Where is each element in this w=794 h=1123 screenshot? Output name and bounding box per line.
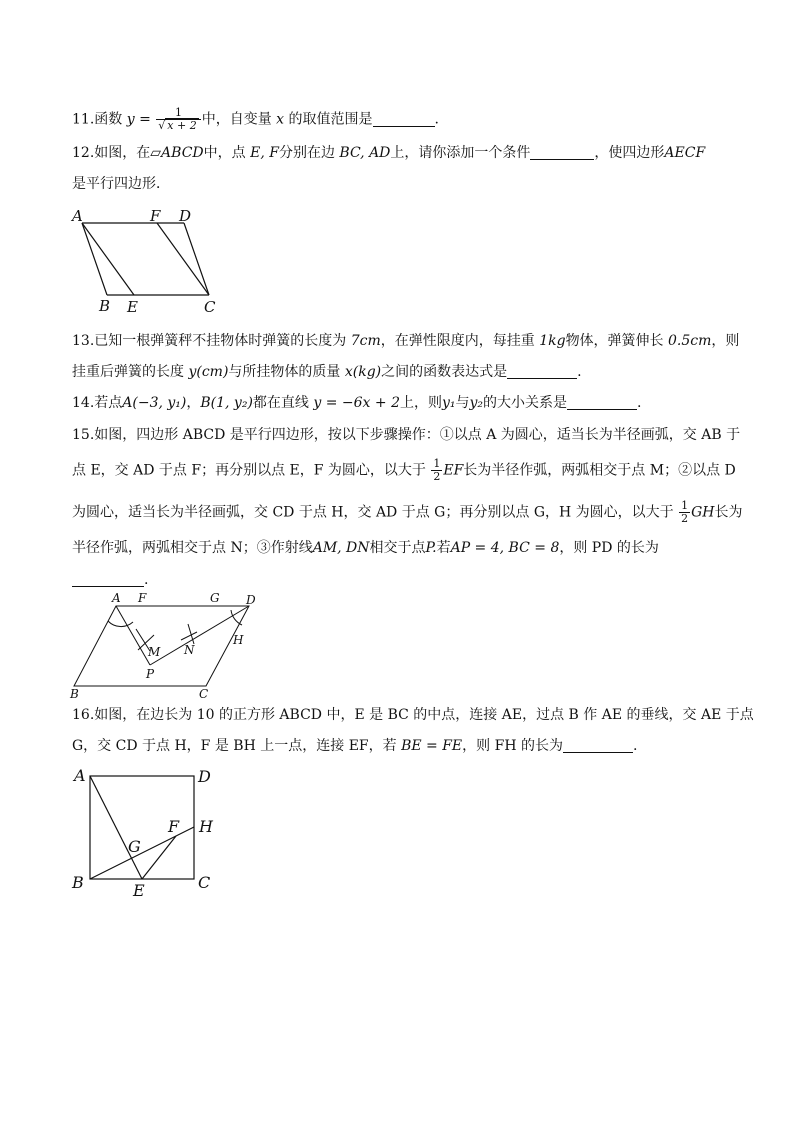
q11-number: 11. [72,111,95,128]
q15-answer-blank[interactable] [72,572,144,587]
q15-line-4 [72,538,659,558]
q14-text-2: 都在直线 [252,395,309,411]
q13-text-6: 与所挂物体的质量 [228,364,341,380]
q16-figure [64,762,234,902]
q15-text-5: 长为 [714,504,743,521]
q14-comma: ， [186,395,201,411]
q15-label-g: G [210,591,220,605]
q15-fraction-half-2 [679,500,690,525]
q15-number: 15. [72,427,95,443]
q15-parallelogram [74,606,249,686]
q16-label-d: D [198,767,211,786]
q11-lhs: y = [126,111,151,128]
q12-label-f: F [150,207,161,225]
q13-value-7cm: 7cm [350,333,381,349]
q11-answer-blank[interactable] [373,112,435,127]
q15-label-p: P [146,667,155,681]
q12-text: 如图，在 [94,145,151,161]
q16-line-1 [72,705,754,725]
q15-am-dn: AM, DN [312,540,370,556]
q13-text-2: ，在弹性限度内，每挂重 [380,333,535,349]
q11-text-2: 中，自变量 [201,111,272,128]
q15-text: 如图，四边形 ABCD 是平行四边形，按以下步骤操作：①以点 A 为圆心，适当长为半径画弧，交 AB 于 [94,427,741,443]
q15-frac-den-2: 2 [681,512,689,525]
q15-p: P. [425,540,437,556]
q12-text-2: 中，点 [203,145,246,161]
q15-text-3: 长为半径作弧，两弧相交于点 M；②以点 D [463,462,736,479]
q15-end: . [144,572,149,588]
q15-cross-n [181,624,197,644]
q12-side-dc [184,223,209,295]
q15-text-4: 为圆心，适当长为半径画弧，交 CD 于点 H，交 AD 于点 G；再分别以点 G，H 为圆心，以大于 [72,504,674,521]
q16-label-h: H [199,817,213,836]
q12-line-1 [72,143,705,163]
q16-text-3: ，则 FH 的长为 [462,738,563,754]
q13-end: . [577,364,582,380]
q15-line-3 [72,500,743,525]
q12-label-b: B [99,297,111,315]
q16-label-c: C [198,873,211,892]
q12-label-c: C [204,298,216,316]
q16-segment-ef [142,836,176,879]
q16-label-f: F [168,817,180,836]
q12-label-a: A [72,207,83,225]
q15-label-h: H [233,633,244,647]
q12-parallelogram-symbol: ▱ [150,145,162,161]
q14-text-4: 与 [455,395,470,411]
q11-frac-num: 1 [156,107,200,120]
q14-equation: y = −6x + 2 [313,395,400,411]
q14-line [72,393,642,413]
q13-value-05cm: 0.5cm [668,333,712,349]
q14-y1: y₁ [441,395,456,411]
q13-text-3: 物体，弹簧伸长 [565,333,664,349]
q16-text-2: G，交 CD 于点 H，F 是 BH 上一点，连接 EF，若 [72,738,397,754]
q16-line-2 [72,736,637,756]
q15-text-6: 半径作弧，两弧相交于点 N；③作射线 [72,540,313,556]
q15-text-9: ，则 PD 的长为 [559,540,659,556]
q16-segment-ae [90,776,142,879]
q12-line-2 [72,174,170,194]
q12-text-4: 上，请你添加一个条件 [390,145,531,161]
q15-arc-a [108,621,133,627]
q12-label-d: D [179,207,192,225]
q13-value-xkg: x(kg) [344,364,382,380]
q11-text-3: 的取值范围是 [288,111,373,128]
q16-label-a: A [74,766,86,785]
q13-answer-blank[interactable] [507,364,577,379]
q15-text-2: 点 E，交 AD 于点 F；再分别以点 E，F 为圆心，以大于 [72,462,426,479]
q13-text-5: 挂重后弹簧的长度 [72,364,184,380]
q13-value-ycm: y(cm) [188,364,229,380]
q11-sqrt-content: x + 2 [167,119,197,132]
q12-bc-ad: BC, AD [339,145,391,161]
q12-number: 12. [72,145,95,161]
q15-label-d: D [246,593,256,607]
q11-fraction [156,107,200,132]
q16-answer-blank[interactable] [563,738,633,753]
q14-point-a: A(−3, y₁) [122,395,187,411]
q16-equation: BE = FE [401,738,463,754]
q15-line-2 [72,458,736,483]
q15-label-m: M [148,645,161,659]
q13-line-1 [72,331,739,351]
q15-fraction-half [431,458,442,483]
q16-label-b: B [72,873,84,892]
q11-end: . [434,111,439,128]
q12-text-5: ，使四边形 [594,145,665,161]
q12-figure [64,205,224,317]
q15-label-n: N [184,643,195,657]
q13-text-7: 之间的函数表达式是 [381,364,508,380]
q14-answer-blank[interactable] [567,395,637,410]
q15-text-8: 若 [436,540,451,556]
q15-figure [64,588,264,703]
q15-frac-num: 1 [433,457,441,470]
q12-segment-ae [82,223,134,295]
q15-line-1 [72,425,740,445]
q15-frac-den: 2 [433,470,441,483]
q16-text: 如图，在边长为 10 的正方形 ABCD 中，E 是 BC 的中点，连接 AE，过点 B 作 AE 的垂线，交 AE 于点 [94,707,754,723]
q15-label-f: F [138,591,147,605]
q12-ef: E, F [250,145,279,161]
q15-label-a: A [112,591,121,605]
q15-text-7: 相交于点 [369,540,426,556]
q14-text-5: 的大小关系是 [483,395,568,411]
q13-line-2 [72,362,582,382]
q12-answer-blank[interactable] [530,145,594,160]
q14-point-b: B(1, y₂) [200,395,253,411]
q16-end: . [632,738,638,754]
q15-ray-am [116,606,150,665]
q14-text-3: 上，则 [399,395,442,411]
q14-y2: y₂ [469,395,484,411]
q11-line [72,107,439,132]
q13-text-4: ，则 [711,333,740,349]
q12-text-6: 是平行四边形． [72,176,170,192]
q16-number: 16. [72,707,95,723]
q12-aecf: AECF [664,145,706,161]
q16-label-e: E [133,881,145,900]
q15-label-c: C [199,687,209,701]
q15-ef: EF [443,462,464,479]
q16-label-g: G [128,837,141,856]
q15-frac-num-2: 1 [681,499,689,512]
q12-text-3: 分别在边 [278,145,335,161]
q15-line-5 [72,570,148,590]
q12-side-ab [82,223,107,295]
q11-frac-den: √ x + 2 [158,119,197,132]
q13-text: 已知一根弹簧秤不挂物体时弹簧的长度为 [94,333,347,349]
q11-text: 函数 [94,111,123,128]
q12-segment-fc [157,223,209,295]
q13-value-1kg: 1kg [539,333,566,349]
q14-end: . [637,395,642,411]
q15-gh: GH [691,504,715,521]
q13-number: 13. [72,333,95,349]
q15-condition: AP = 4, BC = 8 [450,540,560,556]
q12-abcd: ABCD [161,145,204,161]
q15-label-b: B [70,687,79,701]
q14-text: 若点 [94,395,123,411]
q14-number: 14. [72,395,95,411]
q12-label-e: E [127,298,138,316]
q11-var: x [276,111,285,128]
